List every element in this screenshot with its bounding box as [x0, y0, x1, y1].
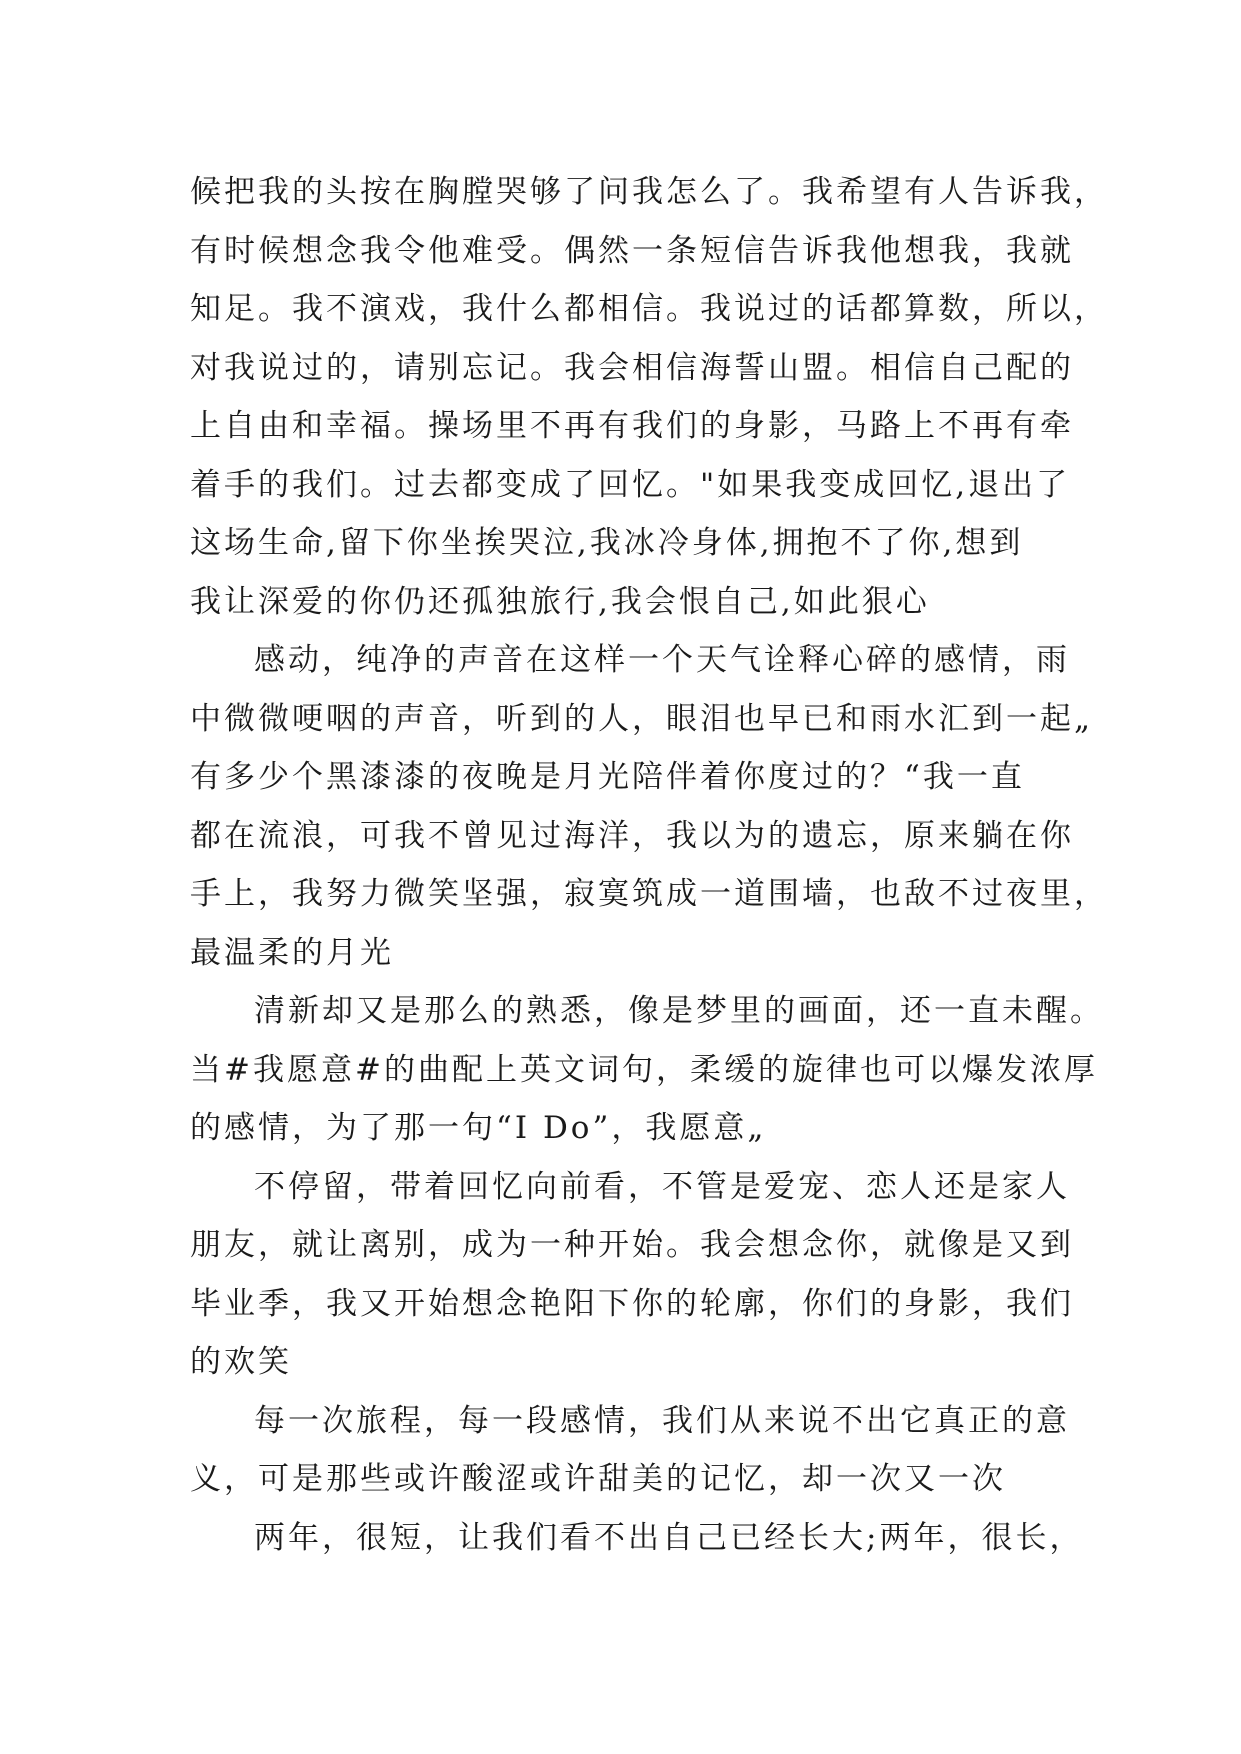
- text-line: 都在流浪，可我不曾见过海洋，我以为的遗忘，原来躺在你: [190, 817, 1074, 854]
- text-line: 候把我的头按在胸膛哭够了问我怎么了。我希望有人告诉我，: [190, 174, 1108, 210]
- document-body: [190, 163, 1108, 1567]
- text-line: 手上，我努力微笑坚强，寂寞筑成一道围墙，也敌不过夜里，: [190, 876, 1108, 912]
- text-line: 我让深爱的你仍还孤独旅行,我会恨自己,如此狠心: [190, 583, 930, 620]
- paragraph-start-line: 每一次旅程，每一段感情，我们从来说不出它真正的意: [254, 1402, 1070, 1439]
- text-line: 上自由和幸福。操场里不再有我们的身影，马路上不再有牵: [190, 408, 1074, 444]
- text-line: 有多少个黑漆漆的夜晚是月光陪伴着你度过的？“我一直: [190, 759, 1025, 795]
- text-line: 着手的我们。过去都变成了回忆。"如果我变成回忆,退出了: [190, 466, 1071, 503]
- text-line: 对我说过的，请别忘记。我会相信海誓山盟。相信自己配的: [190, 349, 1074, 386]
- paragraph-start-line: 感动，纯净的声音在这样一个天气诠释心碎的感情，雨: [254, 642, 1070, 678]
- text-line: 这场生命,留下你坐挨哭泣,我冰冷身体,拥抱不了你,想到: [190, 525, 1024, 561]
- paragraph-start-line: 不停留，带着回忆向前看，不管是爱宠、恋人还是家人: [254, 1168, 1070, 1205]
- text-line: 的感情，为了那一句“I Do”，我愿意„: [190, 1110, 767, 1146]
- text-line: 的欢笑: [190, 1344, 292, 1380]
- text-line: 朋友，就让离别，成为一种开始。我会想念你，就像是又到: [190, 1227, 1074, 1263]
- text-line: 当#我愿意#的曲配上英文词句，柔缓的旋律也可以爆发浓厚: [190, 1051, 1098, 1088]
- text-line: 中微微哽咽的声音，听到的人，眼泪也早已和雨水汇到一起„: [190, 700, 1094, 737]
- text-line: 义，可是那些或许酸涩或许甜美的记忆，却一次又一次: [190, 1461, 1006, 1497]
- text-line: 最温柔的月光: [190, 934, 394, 971]
- text-line: 毕业季，我又开始想念艳阳下你的轮廓，你们的身影，我们: [190, 1285, 1074, 1322]
- paragraph-start-line: 两年，很短，让我们看不出自己已经长大;两年，很长，: [254, 1519, 1084, 1556]
- paragraph-start-line: 清新却又是那么的熟悉，像是梦里的画面，还一直未醒。: [254, 993, 1104, 1029]
- text-line: 知足。我不演戏，我什么都相信。我说过的话都算数，所以，: [190, 291, 1108, 327]
- text-line: 有时候想念我令他难受。偶然一条短信告诉我他想我，我就: [190, 232, 1074, 269]
